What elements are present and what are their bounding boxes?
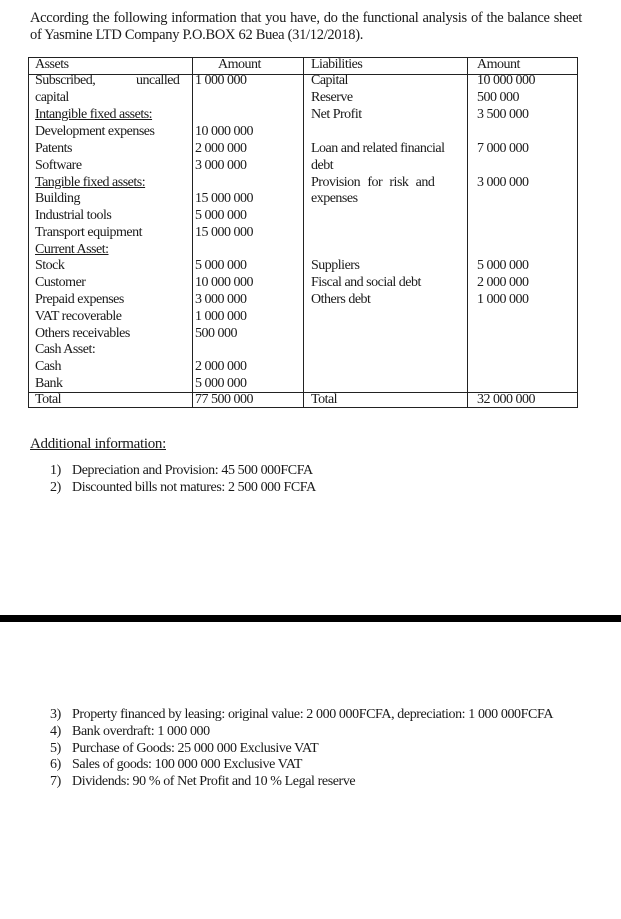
asset-prepaid: Prepaid expenses (35, 292, 124, 307)
list-item (50, 707, 578, 724)
list-item (50, 480, 590, 497)
liab-suppliers: Suppliers (311, 258, 360, 273)
amount-dev: 10 000 000 (195, 124, 253, 139)
liab-capital: Capital (311, 73, 348, 88)
list-text: Depreciation and Provision: 45 500 000FCFA (72, 463, 313, 478)
list-number: 6) (50, 757, 61, 773)
liab-provision-2: expenses (311, 191, 358, 206)
liab-others-debt: Others debt (311, 292, 371, 307)
amount-building: 15 000 000 (195, 191, 253, 206)
list-text: Bank overdraft: 1 000 000 (72, 723, 210, 739)
asset-subscribed-3: capital (35, 90, 69, 105)
asset-dev: Development expenses (35, 124, 155, 139)
list-number: 5) (50, 740, 61, 756)
list-number: 4) (50, 723, 61, 739)
list-number: 3) (50, 707, 61, 722)
header-assets: Assets (35, 57, 69, 72)
amount-bank: 5 000 000 (195, 376, 247, 391)
amount-others-debt: 1 000 000 (477, 292, 529, 307)
amount-provision: 3 000 000 (477, 175, 529, 190)
liab-net-profit: Net Profit (311, 107, 362, 122)
amount-others-receivables: 500 000 (195, 326, 237, 341)
asset-subscribed: Subscribed, (35, 73, 96, 88)
asset-industrial: Industrial tools (35, 208, 112, 223)
liab-loan-2: debt (311, 158, 334, 173)
list-text: Discounted bills not matures: 2 500 000 FCFA (72, 479, 316, 495)
amount-transport: 15 000 000 (195, 225, 253, 240)
balance-sheet-table (28, 57, 578, 408)
asset-patents: Patents (35, 141, 72, 156)
list-text: Dividends: 90 % of Net Profit and 10 % Legal reserve (72, 774, 356, 790)
additional-list-part2 (50, 707, 578, 791)
asset-building: Building (35, 191, 81, 206)
asset-total: Total (35, 392, 62, 407)
liab-fiscal: Fiscal and social debt (311, 275, 421, 290)
asset-others-receivables: Others receivables (35, 326, 130, 341)
list-item (50, 741, 578, 758)
asset-bank: Bank (35, 376, 63, 391)
amount-cash: 2 000 000 (195, 359, 247, 374)
amount-asset-total: 77 500 000 (195, 392, 253, 407)
liab-reserve: Reserve (311, 90, 353, 105)
header-asset-amount: Amount (218, 57, 261, 72)
amount-customer: 10 000 000 (195, 275, 253, 290)
asset-vat: VAT recoverable (35, 309, 122, 324)
amount-reserve: 500 000 (477, 90, 519, 105)
amount-stock: 5 000 000 (195, 258, 247, 273)
amount-vat: 1 000 000 (195, 309, 247, 324)
liab-provision: Provision for risk and (311, 175, 435, 190)
asset-stock: Stock (35, 258, 65, 273)
amount-subscribed: 1 000 000 (195, 73, 247, 88)
list-item (50, 757, 578, 774)
section-current: Current Asset: (35, 242, 109, 257)
header-liabilities: Liabilities (311, 57, 363, 72)
additional-list-part1 (50, 463, 590, 497)
asset-cash: Cash (35, 359, 61, 374)
intro-paragraph: According the following information that you have, do the functional analysis of the balance sheet of Yasmine LTD Company P.O.BOX 62 Buea (31/12/2018). (30, 10, 582, 43)
list-item (50, 774, 578, 791)
column-divider (467, 58, 468, 407)
amount-liab-total: 32 000 000 (477, 392, 535, 407)
amount-fiscal: 2 000 000 (477, 275, 529, 290)
section-intangible: Intangible fixed assets: (35, 107, 153, 122)
asset-software: Software (35, 158, 82, 173)
asset-customer: Customer (35, 275, 86, 290)
list-text: Property financed by leasing: original value: 2 000 000FCFA, depreciation: 1 000 000FCFA (72, 707, 554, 722)
amount-loan: 7 000 000 (477, 141, 529, 156)
column-divider (303, 58, 304, 407)
list-item (50, 724, 578, 741)
list-number: 7) (50, 774, 61, 790)
header-liab-amount: Amount (477, 57, 520, 72)
section-cash: Cash Asset: (35, 342, 96, 357)
list-text: Sales of goods: 100 000 000 Exclusive VAT (72, 757, 303, 773)
additional-info-title: Additional information: (30, 436, 166, 452)
amount-net-profit: 3 500 000 (477, 107, 529, 122)
amount-industrial: 5 000 000 (195, 208, 247, 223)
page-separator (0, 615, 621, 622)
section-tangible: Tangible fixed assets: (35, 175, 146, 190)
list-number: 1) (50, 463, 61, 478)
amount-suppliers: 5 000 000 (477, 258, 529, 273)
amount-software: 3 000 000 (195, 158, 247, 173)
amount-prepaid: 3 000 000 (195, 292, 247, 307)
list-item (50, 463, 590, 480)
liab-total: Total (311, 392, 338, 407)
asset-subscribed-2: uncalled (136, 73, 180, 88)
asset-transport: Transport equipment (35, 225, 143, 240)
list-text: Purchase of Goods: 25 000 000 Exclusive VAT (72, 740, 319, 756)
amount-capital: 10 000 000 (477, 73, 535, 88)
column-divider (192, 58, 193, 407)
list-number: 2) (50, 479, 61, 495)
amount-patents: 2 000 000 (195, 141, 247, 156)
liab-loan: Loan and related financial (311, 141, 445, 156)
